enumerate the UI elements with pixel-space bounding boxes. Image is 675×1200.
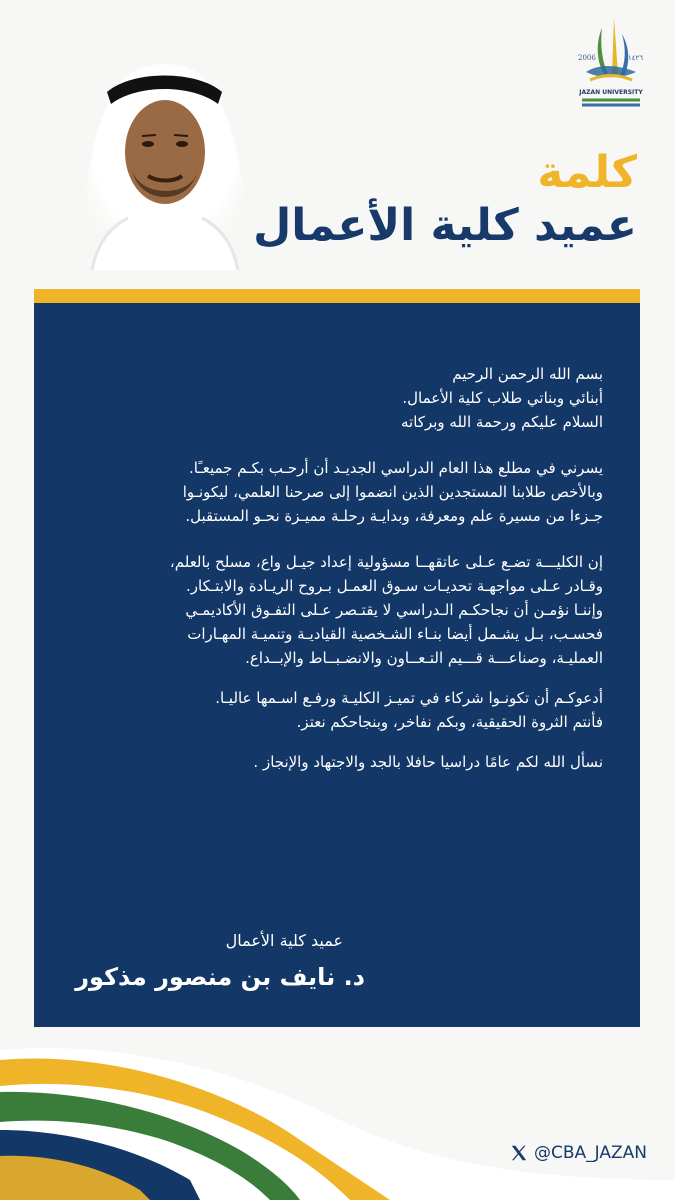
body-line: فأنتم الثروة الحقيقية، وبكم نفاخر، وبنجاحكم نعتز. <box>296 713 603 731</box>
body-line: أدعوكـم أن تكونـوا شركاء في تميـز الكليـة ورفـع اسـمها عاليـا. <box>215 689 603 707</box>
dean-portrait <box>62 40 267 270</box>
body-line: وقـادر عـلى مواجهـة تحديـات سـوق العمـل بـروح الريـادة والابتـكار. <box>186 577 603 595</box>
logo-year: 2006 <box>578 54 596 62</box>
signature <box>75 928 365 994</box>
gold-accent-bar <box>34 289 640 303</box>
body-line: أبنائي وبناتي طلاب كلية الأعمال. <box>402 389 603 407</box>
body-line: نسأل الله لكم عامًا دراسيا حافلا بالجد والاجتهاد والإنجاز . <box>253 753 603 771</box>
signature-name: د. نايف بن منصور مذكور <box>75 963 365 991</box>
body-line: فحسـب، بـل يشـمل أيضا بنـاء الشـخصية القياديـة وتنميـة المهـارات <box>187 625 603 643</box>
body-line: جـزءا من مسيرة علم ومعرفة، وبدايـة رحلـة مميـزة نحـو المستقبل. <box>185 507 603 525</box>
decorative-waves <box>0 1030 675 1200</box>
heading-title: عميد كلية الأعمال <box>253 200 637 251</box>
body-line: إن الكليـــة تضـع عـلى عاتقهــا مسؤولية إعداد جيـل واع، مسلح بالعلم، <box>169 553 603 571</box>
body-line: يسرني في مطلع هذا العام الدراسي الجديـد أن أرحـب بكـم جميعـًا. <box>188 459 603 477</box>
heading-word: كلمة <box>537 147 637 198</box>
page-heading <box>253 148 637 254</box>
logo-text: JAZAN UNIVERSITY <box>579 89 643 96</box>
body-line: بسم الله الرحمن الرحيم <box>452 365 603 383</box>
body-line: العمليـة، وصناعـــة قـــيم التـعــاون والانضـبــاط والإبــداع. <box>245 649 603 667</box>
body-line: السلام عليكم ورحمة الله وبركاته <box>401 413 603 431</box>
message-body <box>60 362 603 774</box>
body-line: وبالأخص طلابنا المستجدين الذين انضموا إلى صرحنا العلمي، ليكونـوا <box>182 483 603 501</box>
logo-hijri-year: ١٤٢٦ <box>628 54 644 62</box>
signature-role: عميد كلية الأعمال <box>225 931 343 950</box>
jazan-university-logo <box>572 14 650 110</box>
x-logo-icon <box>510 1144 528 1162</box>
handle-text: @CBA_JAZAN <box>534 1143 647 1163</box>
body-line: وإننـا نؤمـن أن نجاحكـم الـدراسي لا يقتـصر عـلى التفـوق الأكاديمـي <box>185 601 603 619</box>
social-handle[interactable] <box>510 1143 647 1163</box>
